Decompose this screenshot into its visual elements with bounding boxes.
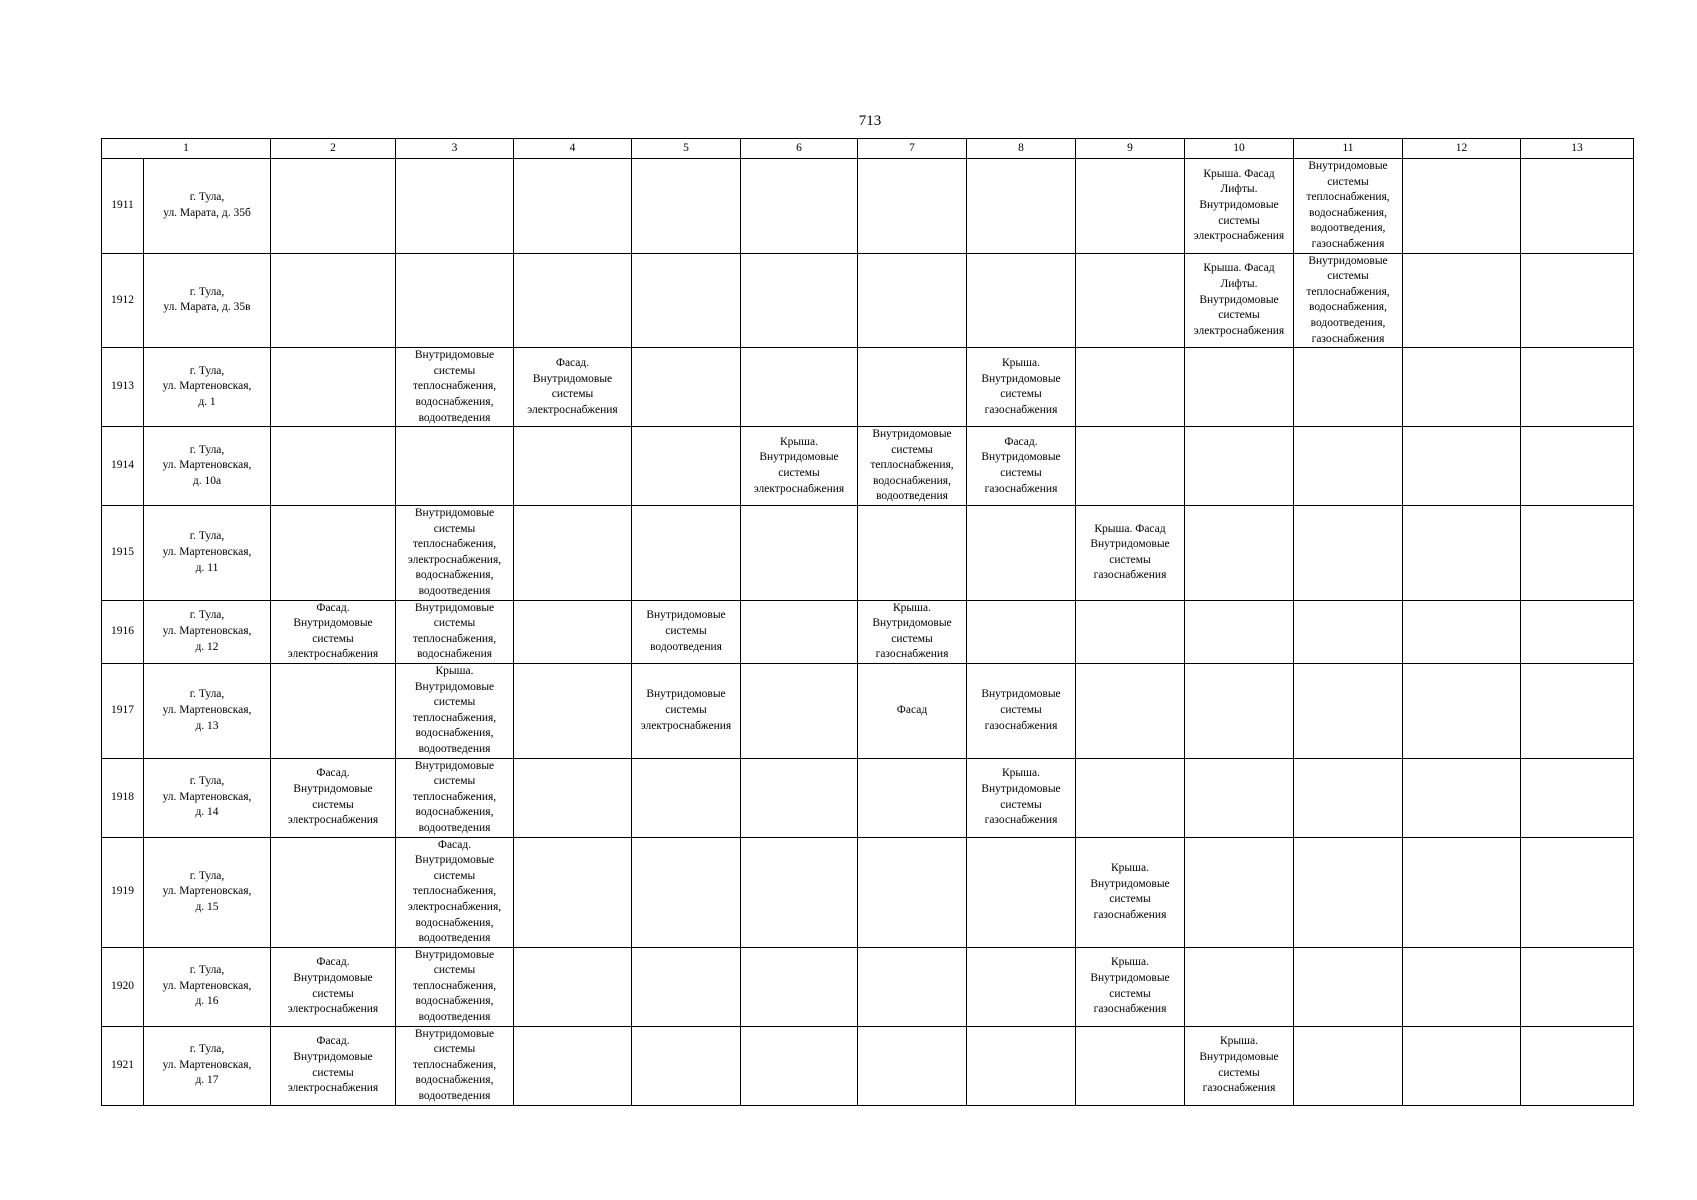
page-number: 713 [858,113,882,129]
work-cell [1076,600,1185,663]
work-cell [1294,947,1403,1026]
work-cell: Внутридомовые системы теплоснабжения, водоснабжения, водоотведения [858,427,967,506]
work-cell [1521,506,1634,601]
work-cell [271,159,396,254]
work-cell [741,253,858,348]
row-number: 1915 [102,506,144,601]
work-cell [741,506,858,601]
column-header: 3 [396,139,514,159]
work-cell [1521,1026,1634,1105]
work-cell: Крыша. Внутридомовые системы газоснабжения [858,600,967,663]
work-cell [967,1026,1076,1105]
work-cell [1403,758,1521,837]
work-cell [741,348,858,427]
work-cell [741,947,858,1026]
work-cell [632,159,741,254]
column-header: 9 [1076,139,1185,159]
row-number: 1911 [102,159,144,254]
work-cell: Внутридомовые системы электроснабжения [632,664,741,759]
work-cell [858,159,967,254]
work-cell [1403,600,1521,663]
row-number: 1920 [102,947,144,1026]
work-cell [1521,758,1634,837]
work-cell: Крыша. Внутридомовые системы теплоснабжения, водоснабжения, водоотведения [396,664,514,759]
work-cell [514,837,632,947]
work-cell [1403,159,1521,254]
row-number: 1916 [102,600,144,663]
work-cell [1403,664,1521,759]
work-cell: Внутридомовые системы теплоснабжения, водоснабжения, водоотведения [396,348,514,427]
table-row [102,947,1634,1026]
work-cell: Фасад. Внутридомовые системы электроснабжения [271,600,396,663]
work-cell [1185,947,1294,1026]
work-cell [1403,506,1521,601]
work-cell [514,1026,632,1105]
row-number: 1918 [102,758,144,837]
work-cell: Внутридомовые системы теплоснабжения, водоснабжения, водоотведения [396,947,514,1026]
column-header: 8 [967,139,1076,159]
work-cell: Крыша. Внутридомовые системы газоснабжения [1076,947,1185,1026]
work-cell [1403,427,1521,506]
work-cell [858,837,967,947]
work-cell [271,837,396,947]
work-cell [1403,947,1521,1026]
column-header: 13 [1521,139,1634,159]
work-cell [1185,758,1294,837]
table-row [102,427,1634,506]
work-cell [967,159,1076,254]
work-cell [1294,1026,1403,1105]
table-row [102,506,1634,601]
row-number: 1921 [102,1026,144,1105]
work-cell [632,506,741,601]
work-cell [632,1026,741,1105]
work-cell [271,253,396,348]
work-cell [1294,758,1403,837]
work-cell [1521,253,1634,348]
work-cell [741,758,858,837]
work-cell [1185,664,1294,759]
work-cell [1521,348,1634,427]
work-cell [1076,1026,1185,1105]
column-header: 12 [1403,139,1521,159]
work-cell [1076,427,1185,506]
table-row [102,600,1634,663]
work-cell [741,837,858,947]
column-header: 1 [102,139,271,159]
table-row [102,758,1634,837]
address-cell: г. Тула, ул. Мартеновская, д. 12 [144,600,271,663]
work-cell [632,758,741,837]
work-cell: Крыша. Внутридомовые системы электроснабжения [741,427,858,506]
row-number: 1917 [102,664,144,759]
work-cell: Фасад [858,664,967,759]
column-header: 6 [741,139,858,159]
address-cell: г. Тула, ул. Мартеновская, д. 14 [144,758,271,837]
column-header: 5 [632,139,741,159]
column-header: 11 [1294,139,1403,159]
work-cell [967,947,1076,1026]
work-cell [271,348,396,427]
work-cell [858,1026,967,1105]
work-cell [1294,600,1403,663]
work-cell [1076,159,1185,254]
address-cell: г. Тула, ул. Мартеновская, д. 11 [144,506,271,601]
work-cell [514,758,632,837]
work-cell [632,837,741,947]
work-cell [1294,837,1403,947]
work-cell [1294,664,1403,759]
work-cell: Внутридомовые системы теплоснабжения, водоснабжения, водоотведения [396,758,514,837]
work-cell: Крыша. Внутридомовые системы газоснабжения [1076,837,1185,947]
work-cell [1403,253,1521,348]
work-cell [967,253,1076,348]
work-cell [271,664,396,759]
work-cell: Внутридомовые системы теплоснабжения, водоснабжения [396,600,514,663]
work-cell: Фасад. Внутридомовые системы электроснабжения [271,1026,396,1105]
work-cell [514,159,632,254]
work-cell [514,600,632,663]
work-cell: Фасад. Внутридомовые системы газоснабжения [967,427,1076,506]
work-cell [858,253,967,348]
table-row [102,1026,1634,1105]
work-cell [1185,427,1294,506]
work-cell [967,837,1076,947]
column-header: 7 [858,139,967,159]
repair-schedule-table [101,138,1634,1106]
work-cell [396,427,514,506]
work-cell: Внутридомовые системы теплоснабжения, водоснабжения, водоотведения [396,1026,514,1105]
work-cell: Внутридомовые системы теплоснабжения, водоснабжения, водоотведения, газоснабжения [1294,253,1403,348]
work-cell: Крыша. Внутридомовые системы газоснабжения [1185,1026,1294,1105]
row-number: 1914 [102,427,144,506]
work-cell [1521,159,1634,254]
address-cell: г. Тула, ул. Мартеновская, д. 13 [144,664,271,759]
address-cell: г. Тула, ул. Мартеновская, д. 17 [144,1026,271,1105]
work-cell [741,1026,858,1105]
work-cell [1521,947,1634,1026]
row-number: 1919 [102,837,144,947]
work-cell [1521,427,1634,506]
row-number: 1913 [102,348,144,427]
work-cell [514,253,632,348]
address-cell: г. Тула, ул. Мартеновская, д. 1 [144,348,271,427]
work-cell [858,947,967,1026]
work-cell [858,758,967,837]
work-cell [396,253,514,348]
work-cell [1076,253,1185,348]
work-cell [514,664,632,759]
table-row [102,837,1634,947]
work-cell [514,506,632,601]
table-row [102,253,1634,348]
work-cell [1521,600,1634,663]
work-cell [632,427,741,506]
work-cell [858,506,967,601]
work-cell [741,159,858,254]
work-cell [271,506,396,601]
work-cell [741,600,858,663]
address-cell: г. Тула, ул. Мартеновская, д. 16 [144,947,271,1026]
work-cell [396,159,514,254]
work-cell [1076,348,1185,427]
work-cell [967,506,1076,601]
address-cell: г. Тула, ул. Мартеновская, д. 15 [144,837,271,947]
work-cell [1076,758,1185,837]
address-cell: г. Тула, ул. Марата, д. 35в [144,253,271,348]
work-cell [514,947,632,1026]
work-cell: Фасад. Внутридомовые системы теплоснабжения, электроснабжения, водоснабжения, водоотведения [396,837,514,947]
address-cell: г. Тула, ул. Марата, д. 35б [144,159,271,254]
work-cell: Внутридомовые системы газоснабжения [967,664,1076,759]
work-cell: Крыша. Внутридомовые системы газоснабжения [967,758,1076,837]
table-body [102,139,1634,1106]
work-cell [1403,837,1521,947]
table-row [102,348,1634,427]
column-header: 2 [271,139,396,159]
work-cell: Внутридомовые системы водоотведения [632,600,741,663]
work-cell [967,600,1076,663]
work-cell [1403,348,1521,427]
work-cell [741,664,858,759]
work-cell: Внутридомовые системы теплоснабжения, электроснабжения, водоснабжения, водоотведения [396,506,514,601]
address-cell: г. Тула, ул. Мартеновская, д. 10а [144,427,271,506]
table-row [102,664,1634,759]
work-cell [514,427,632,506]
work-cell: Крыша. Фасад Внутридомовые системы газоснабжения [1076,506,1185,601]
row-number: 1912 [102,253,144,348]
work-cell: Фасад. Внутридомовые системы электроснабжения [271,947,396,1026]
work-cell [1294,348,1403,427]
work-cell: Крыша. Внутридомовые системы газоснабжения [967,348,1076,427]
work-cell: Фасад. Внутридомовые системы электроснабжения [514,348,632,427]
work-cell [1294,506,1403,601]
work-cell [271,427,396,506]
work-cell [1521,837,1634,947]
column-header: 4 [514,139,632,159]
work-cell: Крыша. Фасад Лифты. Внутридомовые системы электроснабжения [1185,159,1294,254]
work-cell [1076,664,1185,759]
work-cell [632,348,741,427]
column-header: 10 [1185,139,1294,159]
work-cell [1521,664,1634,759]
work-cell [1185,600,1294,663]
work-cell [632,253,741,348]
work-cell: Внутридомовые системы теплоснабжения, водоснабжения, водоотведения, газоснабжения [1294,159,1403,254]
work-cell [1185,506,1294,601]
work-cell: Фасад. Внутридомовые системы электроснабжения [271,758,396,837]
work-cell [1185,348,1294,427]
work-cell: Крыша. Фасад Лифты. Внутридомовые системы электроснабжения [1185,253,1294,348]
work-cell [632,947,741,1026]
work-cell [1403,1026,1521,1105]
work-cell [1294,427,1403,506]
header-row [102,139,1634,159]
table-row [102,159,1634,254]
work-cell [1185,837,1294,947]
work-cell [858,348,967,427]
